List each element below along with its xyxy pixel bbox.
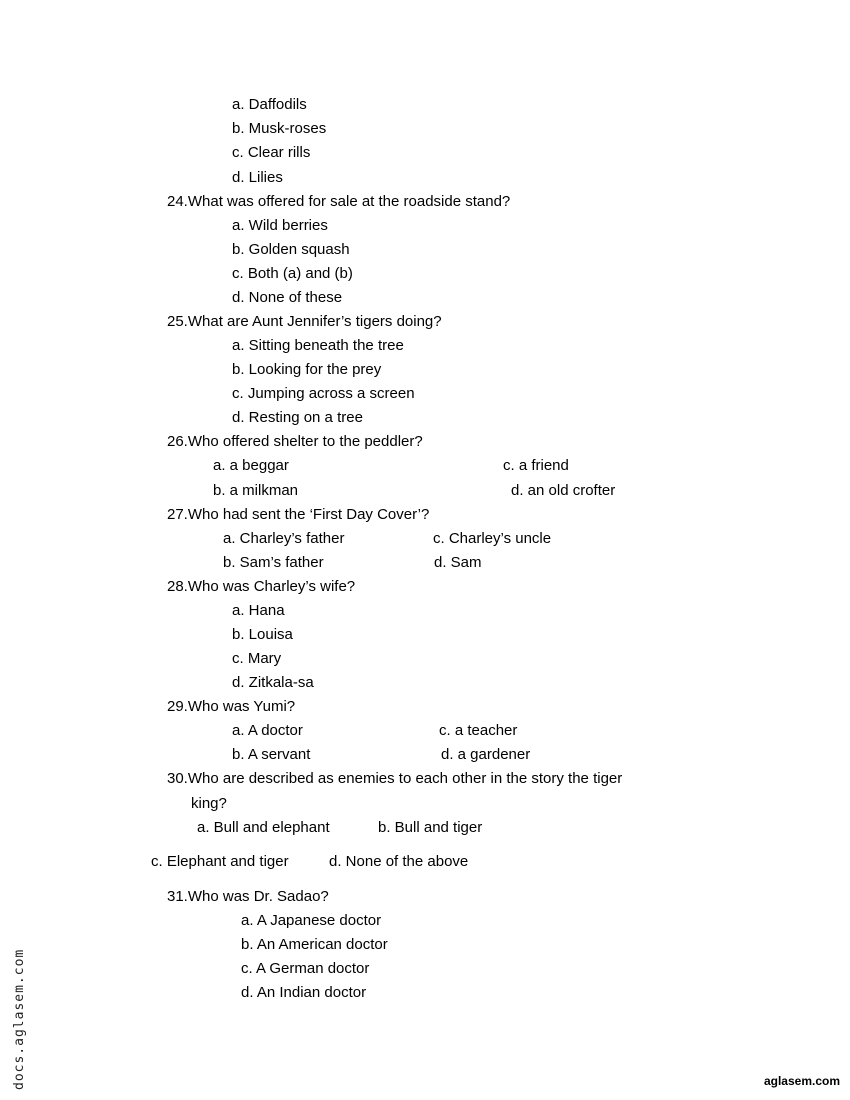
q23-option-d: d. Lilies bbox=[232, 169, 283, 186]
q26-option-b: b. a milkman bbox=[213, 482, 299, 499]
q28-question: 28.Who was Charley’s wife? bbox=[167, 578, 356, 595]
q25-option-c: c. Jumping across a screen bbox=[232, 385, 415, 402]
q27-option-d: d. Sam bbox=[434, 554, 482, 571]
footer-brand: aglasem.com bbox=[763, 1074, 840, 1088]
q23-option-a: a. Daffodils bbox=[232, 96, 307, 113]
q28-option-c: c. Mary bbox=[232, 650, 282, 667]
q23-option-b: b. Musk-roses bbox=[232, 120, 327, 137]
q31-option-a: a. A Japanese doctor bbox=[241, 912, 382, 929]
q25-option-a: a. Sitting beneath the tree bbox=[232, 337, 404, 354]
q24-option-d: d. None of these bbox=[232, 289, 343, 306]
q29-option-d: d. a gardener bbox=[441, 746, 531, 763]
q24-option-c: c. Both (a) and (b) bbox=[232, 265, 353, 282]
q24-option-b: b. Golden squash bbox=[232, 241, 350, 258]
q30-option-d: d. None of the above bbox=[329, 853, 469, 870]
q29-question: 29.Who was Yumi? bbox=[167, 698, 296, 715]
q26-option-d: d. an old crofter bbox=[511, 482, 616, 499]
q26-option-a: a. a beggar bbox=[213, 457, 289, 474]
q31-option-d: d. An Indian doctor bbox=[241, 984, 367, 1001]
q25-question: 25.What are Aunt Jennifer’s tigers doing? bbox=[167, 313, 442, 330]
q26-option-c: c. a friend bbox=[503, 457, 569, 474]
q31-option-c: c. A German doctor bbox=[241, 960, 370, 977]
q24-question: 24.What was offered for sale at the roadside stand? bbox=[167, 193, 511, 210]
q26-question: 26.Who offered shelter to the peddler? bbox=[167, 433, 423, 450]
q30-question-line1: 30.Who are described as enemies to each other in the story the tiger bbox=[167, 770, 623, 787]
q27-question: 27.Who had sent the ‘First Day Cover’? bbox=[167, 506, 430, 523]
q23-option-c: c. Clear rills bbox=[232, 144, 311, 161]
q28-option-b: b. Louisa bbox=[232, 626, 293, 643]
q27-option-c: c. Charley’s uncle bbox=[433, 530, 552, 547]
q27-option-a: a. Charley’s father bbox=[223, 530, 345, 547]
q28-option-a: a. Hana bbox=[232, 602, 285, 619]
q24-option-a: a. Wild berries bbox=[232, 217, 328, 234]
q29-option-c: c. a teacher bbox=[439, 722, 518, 739]
q31-question: 31.Who was Dr. Sadao? bbox=[167, 888, 329, 905]
q30-option-b: b. Bull and tiger bbox=[378, 819, 483, 836]
q30-option-a: a. Bull and elephant bbox=[197, 819, 330, 836]
q30-question-line2: king? bbox=[191, 795, 227, 812]
q29-option-b: b. A servant bbox=[232, 746, 311, 763]
q29-option-a: a. A doctor bbox=[232, 722, 303, 739]
q31-option-b: b. An American doctor bbox=[241, 936, 388, 953]
q28-option-d: d. Zitkala-sa bbox=[232, 674, 314, 691]
q25-option-b: b. Looking for the prey bbox=[232, 361, 382, 378]
side-watermark: docs.aglasem.com bbox=[12, 948, 27, 1090]
q30-option-c: c. Elephant and tiger bbox=[151, 853, 289, 870]
q27-option-b: b. Sam’s father bbox=[223, 554, 324, 571]
q25-option-d: d. Resting on a tree bbox=[232, 409, 363, 426]
